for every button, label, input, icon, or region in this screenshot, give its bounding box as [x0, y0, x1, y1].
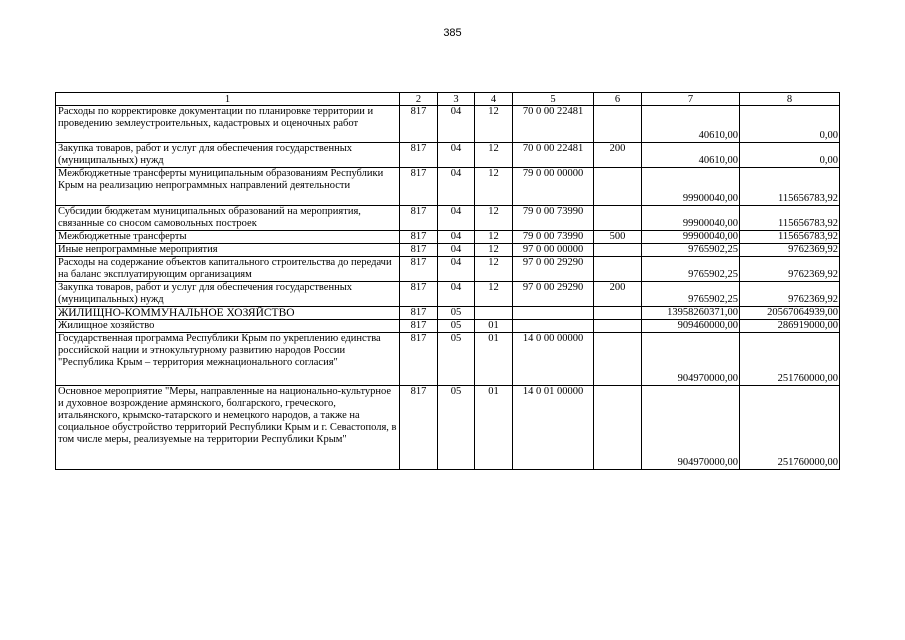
ministry-code: 817: [400, 168, 438, 206]
amount-col7: 13958260371,00: [642, 307, 740, 320]
row-name: Межбюджетные трансферты муниципальным образованиям Республики Крым на реализацию непрограммных направлений деятельности: [56, 168, 400, 206]
budget-table: [55, 92, 840, 470]
row-name: Закупка товаров, работ и услуг для обеспечения государственных (муниципальных) нужд: [56, 282, 400, 307]
ministry-code: 817: [400, 244, 438, 257]
subsection-code: [475, 307, 513, 320]
subsection-code: 12: [475, 106, 513, 143]
target-article-code: 79 0 00 00000: [513, 168, 594, 206]
target-article-code: 14 0 00 00000: [513, 333, 594, 386]
amount-col8: 0,00: [740, 106, 840, 143]
target-article-code: 70 0 00 22481: [513, 106, 594, 143]
section-code: 04: [438, 106, 475, 143]
expense-type-code: [594, 333, 642, 386]
expense-type-code: [594, 257, 642, 282]
table-row: [56, 206, 840, 231]
subsection-code: 01: [475, 320, 513, 333]
table-row: [56, 143, 840, 168]
ministry-code: 817: [400, 320, 438, 333]
subsection-code: 12: [475, 282, 513, 307]
expense-type-code: [594, 168, 642, 206]
ministry-code: 817: [400, 257, 438, 282]
row-name: Расходы по корректировке документации по планировке территории и проведению землеустроительных, кадастровых и оценочных работ: [56, 106, 400, 143]
column-header: 8: [740, 93, 840, 106]
amount-col7: 99900040,00: [642, 231, 740, 244]
page-number: 385: [443, 27, 462, 39]
subsection-code: 12: [475, 168, 513, 206]
column-header: 5: [513, 93, 594, 106]
amount-col8: 251760000,00: [740, 333, 840, 386]
subsection-code: 01: [475, 386, 513, 470]
amount-col7: 99900040,00: [642, 168, 740, 206]
row-name: Расходы на содержание объектов капитального строительства до передачи на баланс эксплуатирующим организациям: [56, 257, 400, 282]
row-name: Иные непрограммные мероприятия: [56, 244, 400, 257]
expense-type-code: [594, 307, 642, 320]
expense-type-code: 500: [594, 231, 642, 244]
expense-type-code: 200: [594, 282, 642, 307]
row-name: Субсидии бюджетам муниципальных образований на мероприятия, связанные со сносом самовольных построек: [56, 206, 400, 231]
section-code: 04: [438, 257, 475, 282]
amount-col8: 9762369,92: [740, 257, 840, 282]
row-name: Жилищное хозяйство: [56, 320, 400, 333]
column-header: 3: [438, 93, 475, 106]
ministry-code: 817: [400, 106, 438, 143]
table-row: [56, 231, 840, 244]
amount-col7: 9765902,25: [642, 282, 740, 307]
target-article-code: [513, 320, 594, 333]
subsection-code: 12: [475, 244, 513, 257]
target-article-code: 70 0 00 22481: [513, 143, 594, 168]
row-name: ЖИЛИЩНО-КОММУНАЛЬНОЕ ХОЗЯЙСТВО: [56, 307, 400, 320]
column-header: 4: [475, 93, 513, 106]
amount-col8: 0,00: [740, 143, 840, 168]
target-article-code: 14 0 01 00000: [513, 386, 594, 470]
table-row: [56, 307, 840, 320]
section-code: 04: [438, 206, 475, 231]
ministry-code: 817: [400, 143, 438, 168]
table-row: [56, 386, 840, 470]
subsection-code: 12: [475, 257, 513, 282]
amount-col8: 286919000,00: [740, 320, 840, 333]
subsection-code: 12: [475, 206, 513, 231]
ministry-code: 817: [400, 307, 438, 320]
ministry-code: 817: [400, 282, 438, 307]
table-row: [56, 282, 840, 307]
subsection-code: 12: [475, 231, 513, 244]
amount-col7: 40610,00: [642, 106, 740, 143]
row-name: Закупка товаров, работ и услуг для обеспечения государственных (муниципальных) нужд: [56, 143, 400, 168]
amount-col7: 904970000,00: [642, 386, 740, 470]
subsection-code: 01: [475, 333, 513, 386]
table-row: [56, 320, 840, 333]
section-code: 05: [438, 386, 475, 470]
subsection-code: 12: [475, 143, 513, 168]
amount-col7: 40610,00: [642, 143, 740, 168]
table-row: [56, 257, 840, 282]
target-article-code: 97 0 00 29290: [513, 257, 594, 282]
ministry-code: 817: [400, 386, 438, 470]
section-code: 05: [438, 333, 475, 386]
amount-col7: 904970000,00: [642, 333, 740, 386]
target-article-code: 79 0 00 73990: [513, 206, 594, 231]
amount-col8: 115656783,92: [740, 231, 840, 244]
amount-col8: 20567064939,00: [740, 307, 840, 320]
column-header: 2: [400, 93, 438, 106]
row-name: Межбюджетные трансферты: [56, 231, 400, 244]
section-code: 04: [438, 282, 475, 307]
row-name: Основное мероприятие "Меры, направленные на национально-культурное и духовное возрождение армянского, болгарского, греческого, итальянского, крымско-татарского и немецкого народов, а также на социальное обустройство территорий Республики Крым и г. Севастополя, в том числе меры, реализуемые на территории Республики Крым": [56, 386, 400, 470]
expense-type-code: [594, 106, 642, 143]
ministry-code: 817: [400, 333, 438, 386]
column-header: 1: [56, 93, 400, 106]
target-article-code: 79 0 00 73990: [513, 231, 594, 244]
amount-col7: 9765902,25: [642, 257, 740, 282]
target-article-code: [513, 307, 594, 320]
target-article-code: 97 0 00 00000: [513, 244, 594, 257]
amount-col7: 909460000,00: [642, 320, 740, 333]
amount-col8: 115656783,92: [740, 168, 840, 206]
expense-type-code: [594, 386, 642, 470]
amount-col7: 99900040,00: [642, 206, 740, 231]
section-code: 05: [438, 320, 475, 333]
section-code: 04: [438, 168, 475, 206]
section-code: 04: [438, 231, 475, 244]
target-article-code: 97 0 00 29290: [513, 282, 594, 307]
expense-type-code: [594, 244, 642, 257]
section-code: 04: [438, 244, 475, 257]
column-header: 7: [642, 93, 740, 106]
table-header-row: [56, 93, 840, 106]
section-code: 05: [438, 307, 475, 320]
amount-col8: 115656783,92: [740, 206, 840, 231]
expense-type-code: [594, 320, 642, 333]
table-row: [56, 244, 840, 257]
amount-col7: 9765902,25: [642, 244, 740, 257]
section-code: 04: [438, 143, 475, 168]
expense-type-code: 200: [594, 143, 642, 168]
column-header: 6: [594, 93, 642, 106]
amount-col8: 9762369,92: [740, 244, 840, 257]
table-row: [56, 106, 840, 143]
amount-col8: 9762369,92: [740, 282, 840, 307]
amount-col8: 251760000,00: [740, 386, 840, 470]
ministry-code: 817: [400, 231, 438, 244]
row-name: Государственная программа Республики Крым по укреплению единства российской нации и этнокультурному развитию народов России "Республика Крым – территория межнационального согласия": [56, 333, 400, 386]
ministry-code: 817: [400, 206, 438, 231]
expense-type-code: [594, 206, 642, 231]
table-row: [56, 333, 840, 386]
table-row: [56, 168, 840, 206]
